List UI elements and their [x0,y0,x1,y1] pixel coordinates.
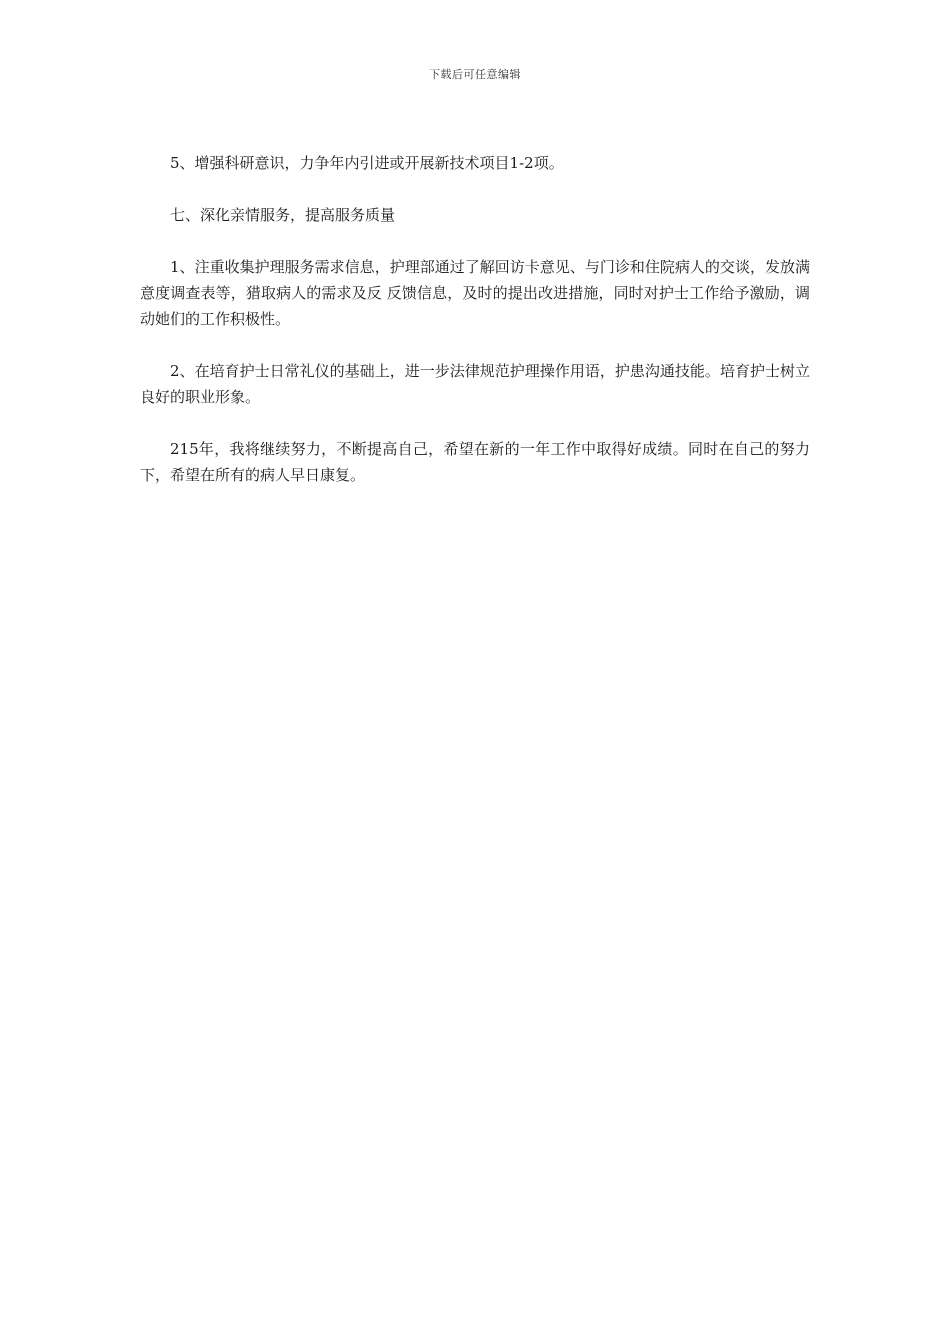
page-header: 下载后可任意编辑 [429,68,521,81]
document-body [140,150,810,514]
paragraph-closing-statement: 215年，我将继续努力，不断提高自己，希望在新的一年工作中取得好成绩。同时在自己的努力下，希望在所有的病人早日康复。 [140,440,810,484]
section-heading-service-quality: 七、深化亲情服务，提高服务质量 [170,206,396,224]
paragraph-etiquette-training: 2、在培育护士日常礼仪的基础上，进一步法律规范护理操作用语，护患沟通技能。培育护士树立良好的职业形象。 [140,362,810,406]
paragraph-collect-feedback: 1、注重收集护理服务需求信息，护理部通过了解回访卡意见、与门诊和住院病人的交谈，发放满意度调查表等，猎取病人的需求及反 反馈信息，及时的提出改进措施，同时对护士工作给予激励，调动她们的工作积极性。 [140,258,810,328]
paragraph-research-awareness: 5、增强科研意识，力争年内引进或开展新技术项目1-2项。 [170,154,564,172]
